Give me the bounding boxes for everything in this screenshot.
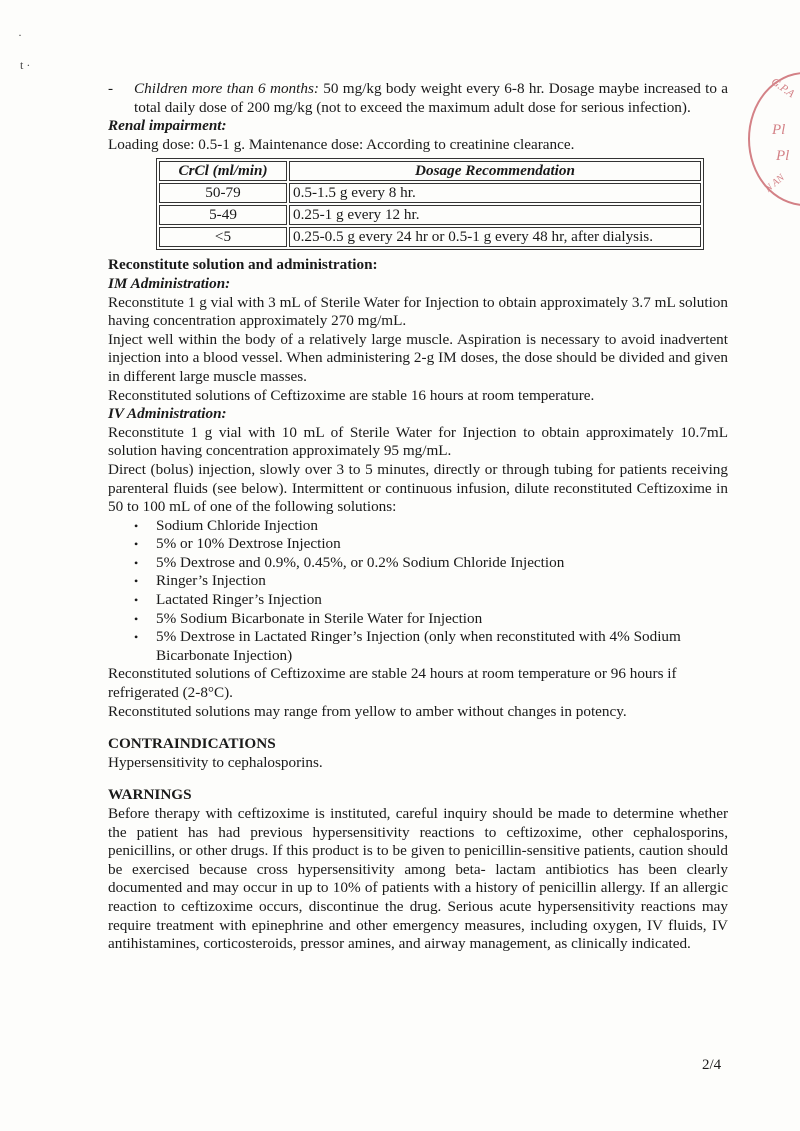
children-label: Children more than 6 months:	[134, 80, 319, 97]
renal-dosage-table	[156, 158, 704, 250]
table-header-row	[159, 161, 701, 181]
list-item: • Ringer’s Injection	[134, 572, 266, 590]
warnings-heading: WARNINGS	[108, 786, 192, 804]
stamp-seal: G.P.A Pl Pl N AN	[748, 72, 800, 206]
list-item: • Sodium Chloride Injection	[134, 516, 318, 534]
im-paragraph: Inject well within the body of a relatively large muscle. Aspiration is necessary to avoid inadvertent injection into a blood vessel. When administering 2-g IM doses, the dose should be divided and given in different large muscle masses.	[108, 330, 728, 385]
bullet-marker: •	[134, 518, 139, 533]
bullet-marker: •	[134, 593, 139, 608]
table-cell-dosage: 0.5-1.5 g every 8 hr.	[289, 183, 701, 203]
dash-marker: -	[108, 80, 114, 97]
children-dosage-item	[108, 80, 728, 117]
children-text: 50 mg/kg body weight every 6-8 hr. Dosage maybe increased to a total daily dose of 200 mg/kg (not to exceed the maximum adult dose for serious infection).	[134, 80, 729, 116]
table-row	[159, 183, 701, 203]
list-item: • 5% Dextrose and 0.9%, 0.45%, or 0.2% Sodium Chloride Injection	[134, 553, 565, 571]
table-cell-crcl: <5	[159, 227, 287, 247]
table-cell-crcl: 5-49	[159, 205, 287, 225]
im-paragraph: Reconstitute 1 g vial with 3 mL of Sterile Water for Injection to obtain approximately 3.7 mL solution having concentration approximately 270 mg/mL.	[108, 293, 728, 330]
table-header-dosage: Dosage Recommendation	[289, 161, 701, 181]
im-paragraph: Reconstituted solutions of Ceftizoxime are stable 16 hours at room temperature.	[108, 386, 595, 404]
scan-speck: t ·	[20, 58, 31, 72]
iv-paragraph: Reconstituted solutions may range from yellow to amber without changes in potency.	[108, 702, 627, 720]
list-item: • 5% Dextrose in Lactated Ringer’s Injection (only when reconstituted with 4% Sodium Bicarbonate Injection)	[134, 628, 681, 664]
table-cell-dosage: 0.25-0.5 g every 24 hr or 0.5-1 g every 48 hr, after dialysis.	[289, 227, 701, 247]
table-row	[159, 205, 701, 225]
list-item: • 5% Sodium Bicarbonate in Sterile Water for Injection	[134, 609, 483, 627]
table-header-crcl: CrCl (ml/min)	[159, 161, 287, 181]
table-row	[159, 227, 701, 247]
iv-paragraph: Direct (bolus) injection, slowly over 3 to 5 minutes, directly or through tubing for patients receiving parenteral fluids (see below). Intermittent or continuous infusion, dilute reconstituted Ceftizoxime in 50 to 100 mL of one of the following solutions:	[108, 460, 728, 516]
iv-paragraph: Reconstituted solutions of Ceftizoxime are stable 24 hours at room temperature or 96 hours if refrigerated (2-8°C).	[108, 665, 677, 702]
scan-speck: ·	[18, 28, 22, 42]
table-cell-dosage: 0.25-1 g every 12 hr.	[289, 205, 701, 225]
list-item: • 5% or 10% Dextrose Injection	[134, 535, 341, 553]
iv-heading: IV Administration:	[108, 405, 227, 423]
iv-paragraph: Reconstitute 1 g vial with 10 mL of Sterile Water for Injection to obtain approximately 10.7mL solution having concentration approximately 95 mg/mL.	[108, 423, 728, 460]
solutions-list	[108, 517, 728, 666]
list-item: • Lactated Ringer’s Injection	[134, 591, 322, 609]
document-body	[108, 80, 728, 954]
im-heading: IM Administration:	[108, 274, 231, 292]
page-number: 2/4	[702, 1057, 722, 1073]
bullet-marker: •	[134, 574, 139, 589]
bullet-marker: •	[134, 537, 139, 552]
renal-loading-dose: Loading dose: 0.5-1 g. Maintenance dose: According to creatinine clearance.	[108, 135, 575, 153]
bullet-marker: •	[134, 630, 139, 645]
table-cell-crcl: 50-79	[159, 183, 287, 203]
reconstitute-heading: Reconstitute solution and administration:	[108, 256, 378, 274]
warnings-text: Before therapy with ceftizoxime is instituted, careful inquiry should be made to determine whether the patient has had previous hypersensitivity reactions to ceftizoxime, other cephalosporins, penicillins, or other drugs. If this product is to be given to penicillin-sensitive patients, caution should be exercised because cross hypersensitivity among beta- lactam antibiotics has been clearly documented and may occur in up to 10% of patients with a history of penicillin allergy. If an allergic reaction to ceftizoxime occurs, discontinue the drug. Serious acute hypersensitivity reactions may require treatment with epinephrine and other emergency measures, including oxygen, IV fluids, IV antihistamines, corticosteroids, pressor amines, and airway management, as clinically indicated.	[108, 805, 728, 953]
bullet-marker: •	[134, 611, 139, 626]
contraindications-text: Hypersensitivity to cephalosporins.	[108, 753, 323, 771]
renal-heading: Renal impairment:	[108, 117, 227, 135]
bullet-marker: •	[134, 555, 139, 570]
contraindications-heading: CONTRAINDICATIONS	[108, 735, 276, 753]
